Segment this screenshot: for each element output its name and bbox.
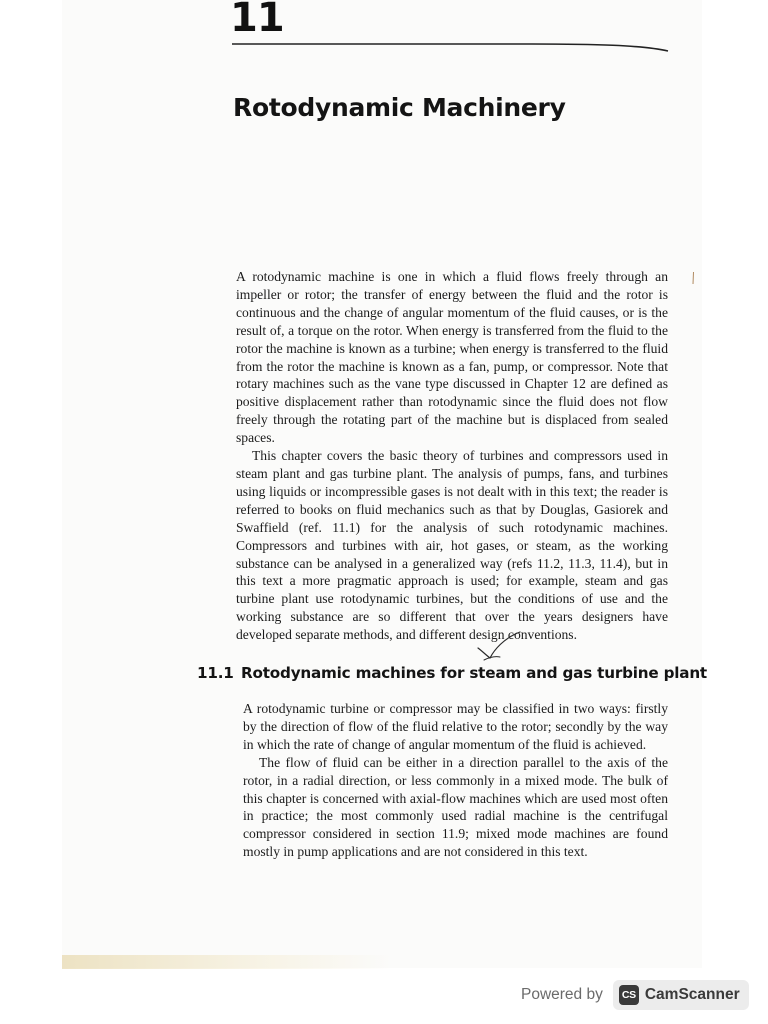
margin-mark	[692, 272, 695, 284]
chapter-title: Rotodynamic Machinery	[233, 93, 566, 122]
camscanner-logo-icon	[619, 985, 639, 1005]
paper-edge-shadow	[62, 955, 392, 969]
camscanner-watermark	[521, 980, 749, 1010]
chapter-rule	[232, 36, 670, 56]
intro-text	[236, 268, 668, 644]
section-text	[243, 700, 668, 861]
section-heading	[197, 662, 707, 684]
chapter-number: 11	[230, 0, 284, 41]
section-paragraph: The flow of fluid can be either in a direction parallel to the axis of the rotor, in a radial direction, or less commonly in a mixed mode. The bulk of this chapter is concerned with axial-flow machines which are used most often in practice; the most commonly used radial machine is the centrifugal compressor considered in section 11.9; mixed mode machines are found mostly in pump applications and are not considered in this text.	[243, 754, 668, 860]
camscanner-badge	[613, 980, 749, 1010]
intro-paragraph: This chapter covers the basic theory of turbines and compressors used in steam plant and gas turbine plant. The analysis of pumps, fans, and turbines using liquids or incompressible gases is not dealt with in this text; the reader is referred to books on fluid mechanics such as that by Douglas, Gasiorek and Swaffield (ref. 11.1) for the analysis of such rotodynamic machines. Compressors and turbines with air, hot gases, or steam, as the working substance can be analysed in a generalized way (refs 11.2, 11.3, 11.4), but in this text a more pragmatic approach is used; for example, steam and gas turbine plant use rotodynamic turbines, but the conditions of use and the working substance are so different that over the years designers have developed separate methods, and different design conventions.	[236, 448, 668, 643]
section-title: Rotodynamic machines for steam and gas turbine plant	[241, 664, 707, 682]
camscanner-logo-text: CS	[621, 989, 636, 1001]
camscanner-brand-name: CamScanner	[644, 986, 740, 1003]
powered-by-label: Powered by	[521, 986, 603, 1003]
section-number: 11.1	[197, 664, 234, 682]
section-paragraph: A rotodynamic turbine or compressor may be classified in two ways: firstly by the direction of flow of the fluid relative to the rotor; secondly by the way in which the rate of change of angular momentum of the fluid is achieved.	[243, 701, 668, 752]
handwritten-check-mark	[476, 630, 522, 664]
intro-paragraph: A rotodynamic machine is one in which a fluid flows freely through an impeller or rotor; the transfer of energy between the fluid and the rotor is continuous and the change of angular momentum of the fluid causes, or is the result of, a torque on the rotor. When energy is transferred from the fluid to the rotor the machine is known as a turbine; when energy is transferred to the fluid from the rotor the machine is known as a fan, pump, or compressor. Note that rotary machines such as the vane type discussed in Chapter 12 are defined as positive displacement rather than rotodynamic since the fluid does not flow freely through the rotating part of the machine but is displaced from sealed spaces.	[236, 269, 668, 446]
